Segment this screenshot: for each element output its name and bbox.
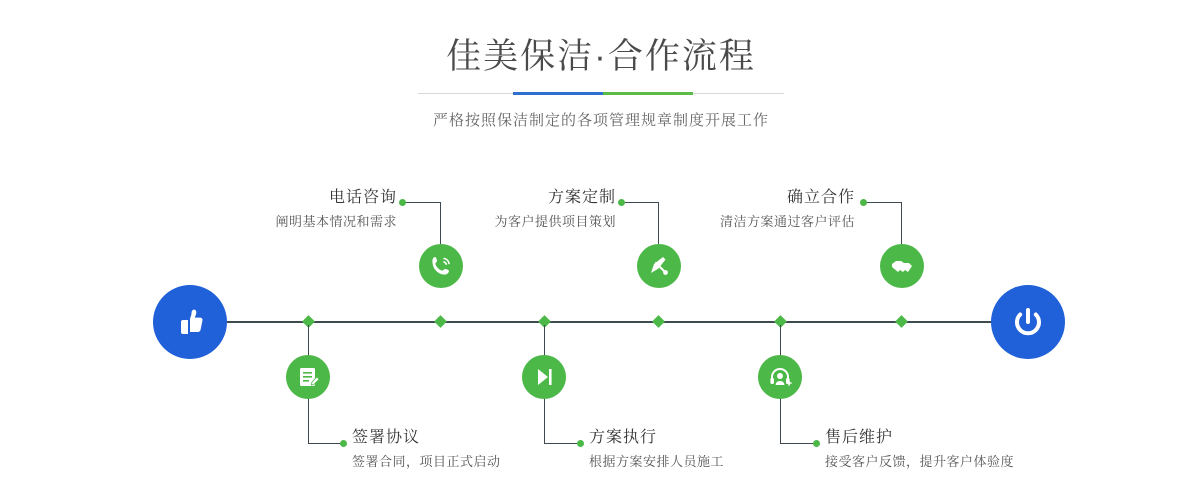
timeline-start <box>153 285 227 359</box>
step-title: 确立合作 <box>786 189 855 206</box>
phone-call-icon <box>428 253 454 279</box>
step-icon-establish-cooperation <box>880 244 924 288</box>
step-title: 方案执行 <box>589 429 658 446</box>
connector-dot <box>577 440 584 447</box>
axis-node <box>652 315 665 328</box>
connector-line <box>403 202 441 203</box>
step-desc: 根据方案安排人员施工 <box>589 454 725 469</box>
step-label-after-sales <box>825 427 1014 472</box>
step-desc: 签署合同，项目正式启动 <box>352 454 501 469</box>
headset-support-icon <box>767 364 793 390</box>
step-desc: 接受客户反馈，提升客户体验度 <box>825 454 1015 469</box>
handshake-icon <box>889 253 915 279</box>
step-label-plan-execute <box>589 427 724 472</box>
play-forward-icon <box>531 364 557 390</box>
step-title: 电话咨询 <box>328 189 397 206</box>
page-subtitle: 严格按照保洁制定的各项管理规章制度开展工作 <box>432 112 769 129</box>
step-icon-plan-customize <box>637 244 681 288</box>
step-title: 售后维护 <box>825 429 894 446</box>
page-title: 佳美保洁·合作流程 <box>446 37 756 76</box>
step-title: 方案定制 <box>547 189 616 206</box>
connector-line <box>544 443 580 444</box>
step-desc: 阐明基本情况和需求 <box>275 214 397 229</box>
thumbs-up-icon <box>170 302 210 342</box>
connector-line <box>864 202 902 203</box>
step-icon-sign-agreement <box>286 355 330 399</box>
connector-line <box>622 202 659 203</box>
step-desc: 清洁方案通过客户评估 <box>719 214 855 229</box>
step-icon-plan-execute <box>522 355 566 399</box>
axis-node <box>895 315 908 328</box>
connector-dot <box>340 440 347 447</box>
connector-dot <box>860 199 867 206</box>
step-icon-after-sales <box>758 355 802 399</box>
connector-line <box>440 202 441 244</box>
step-label-phone-consult <box>257 187 397 232</box>
connector-line <box>780 443 816 444</box>
step-label-establish-cooperation <box>705 187 855 232</box>
connector-line <box>308 443 344 444</box>
connector-dot <box>813 440 820 447</box>
document-edit-icon <box>295 364 321 390</box>
connector-line <box>658 202 659 244</box>
power-icon <box>1008 302 1048 342</box>
axis-node <box>434 315 447 328</box>
step-label-sign-agreement <box>352 427 501 472</box>
step-icon-phone-consult <box>419 244 463 288</box>
step-title: 签署协议 <box>352 429 421 446</box>
connector-dot <box>618 199 625 206</box>
step-desc: 为客户提供项目策划 <box>494 214 616 229</box>
connector-line <box>901 202 902 244</box>
pencil-ruler-icon <box>646 253 672 279</box>
timeline-end <box>991 285 1065 359</box>
connector-dot <box>399 199 406 206</box>
step-label-plan-customize <box>466 187 616 232</box>
